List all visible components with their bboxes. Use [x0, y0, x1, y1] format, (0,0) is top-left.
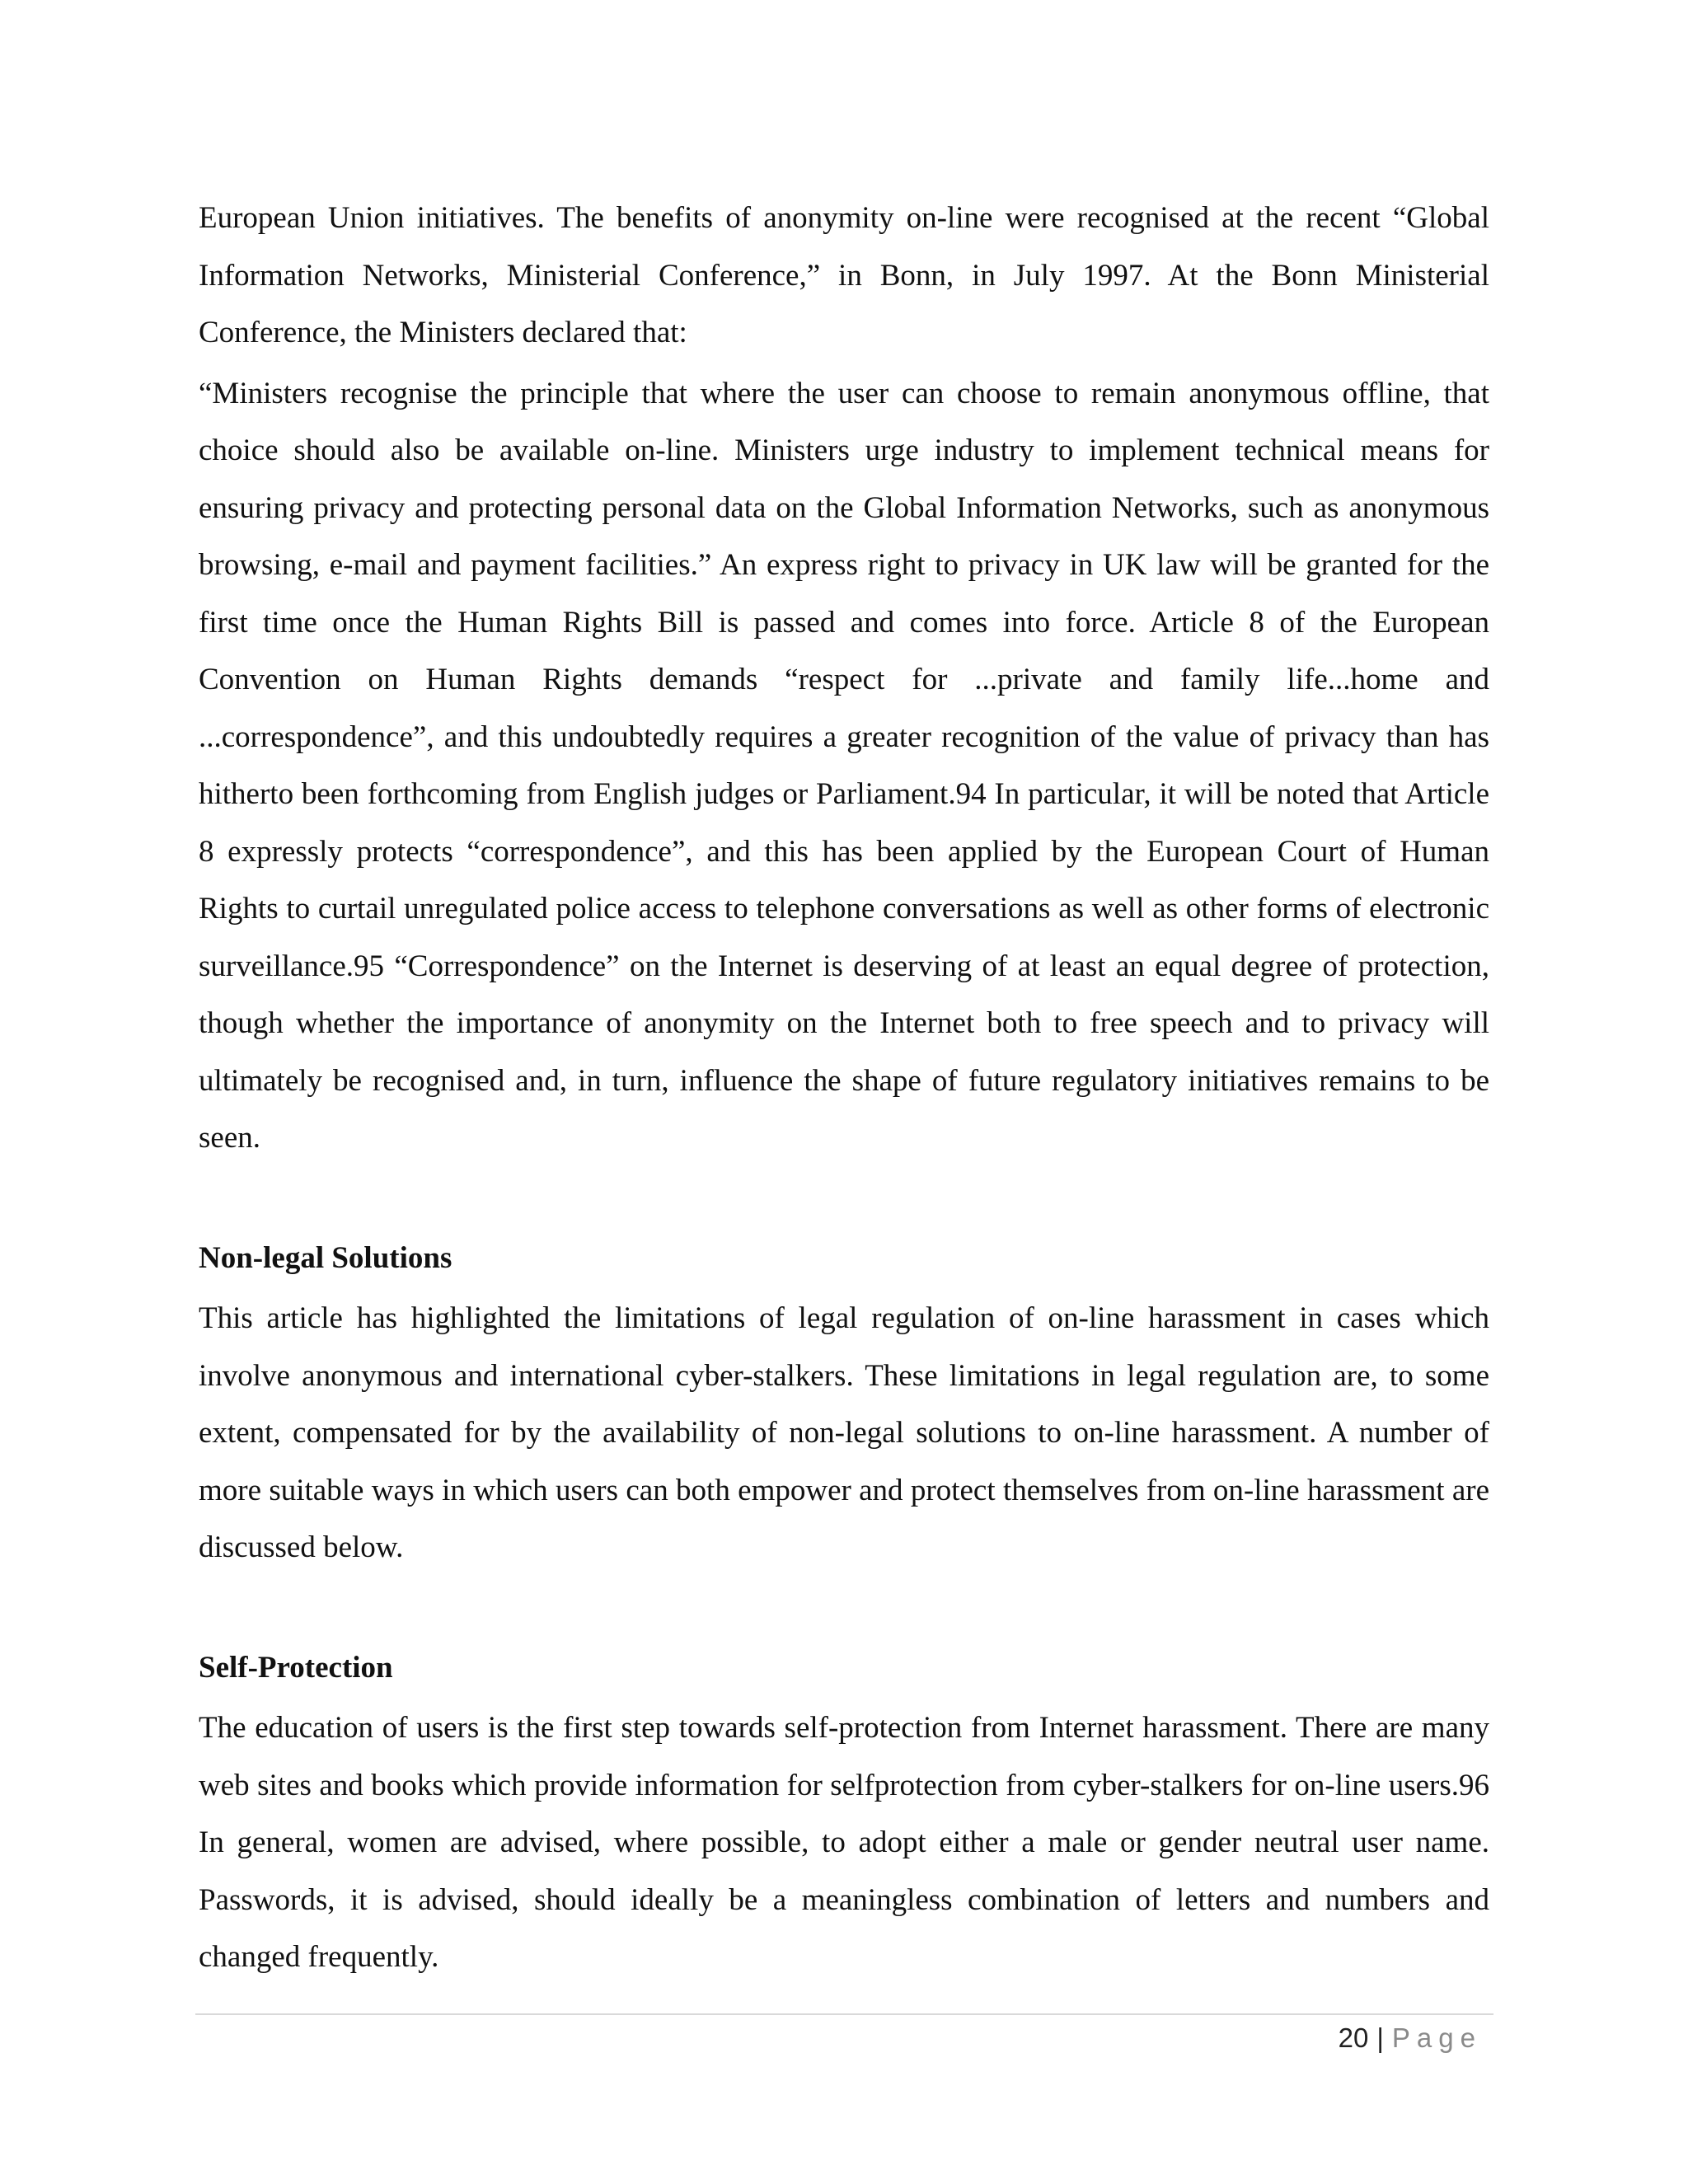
page-label: Page [1391, 2022, 1482, 2053]
heading-self-protection: Self-Protection [199, 1650, 393, 1685]
intro-paragraph: European Union initiatives. The benefits of anonymity on-line were recognised at the recent “Global Information Networks, Ministerial Conference,” in Bonn, in July 1997. At the Bonn Ministerial Conference, the Ministers declared that: [199, 201, 1489, 349]
heading-non-legal-solutions: Non-legal Solutions [199, 1240, 452, 1275]
non-legal-solutions-paragraph: This article has highlighted the limitations of legal regulation of on-line harassment in cases which involve anonymous and international cyber-stalkers. These limitations in legal regulation are, to some extent, compensated for by the availability of non-legal solutions to on-line harassment. A number of more suitable ways in which users can both empower and protect themselves from on-line harassment are discussed below. [199, 1301, 1489, 1564]
section-spacer [199, 1577, 1489, 1639]
page-footer [1339, 2018, 1482, 2059]
page-number: 20 [1338, 2022, 1369, 2053]
page-body [199, 190, 1489, 1986]
footer-divider [195, 2013, 1493, 2015]
section-spacer [199, 1167, 1489, 1230]
self-protection-paragraph: The education of users is the first step towards self-protection from Internet harassment. There are many web sites and books which provide information for selfprotection from cyber-stalkers for on-line users.96 In general, women are advised, where possible, to adopt either a male or gender neutral user name. Passwords, it is advised, should ideally be a meaningless combination of letters and numbers and changed frequently. [199, 1711, 1489, 1974]
footer-separator: | [1376, 2022, 1384, 2053]
quote-paragraph: “Ministers recognise the principle that where the user can choose to remain anonymous offline, that choice should also be available on-line. Ministers urge industry to implement technical means for ensuring privacy and protecting personal data on the Global Information Networks, such as anonymous browsing, e-mail and payment facilities.” An express right to privacy in UK law will be granted for the first time once the Human Rights Bill is passed and comes into force. Article 8 of the European Convention on Human Rights demands “respect for ...private and family life...home and ...correspondence”, and this undoubtedly requires a greater recognition of the value of privacy than has hitherto been forthcoming from English judges or Parliament.94 In particular, it will be noted that Article 8 expressly protects “correspondence”, and this has been applied by the European Court of Human Rights to curtail unregulated police access to telephone conversations as well as other forms of electronic surveillance.95 “Correspondence” on the Internet is deserving of at least an equal degree of protection, though whether the importance of anonymity on the Internet both to free speech and to privacy will ultimately be recognised and, in turn, influence the shape of future regulatory initiatives remains to be seen. [199, 376, 1489, 1155]
